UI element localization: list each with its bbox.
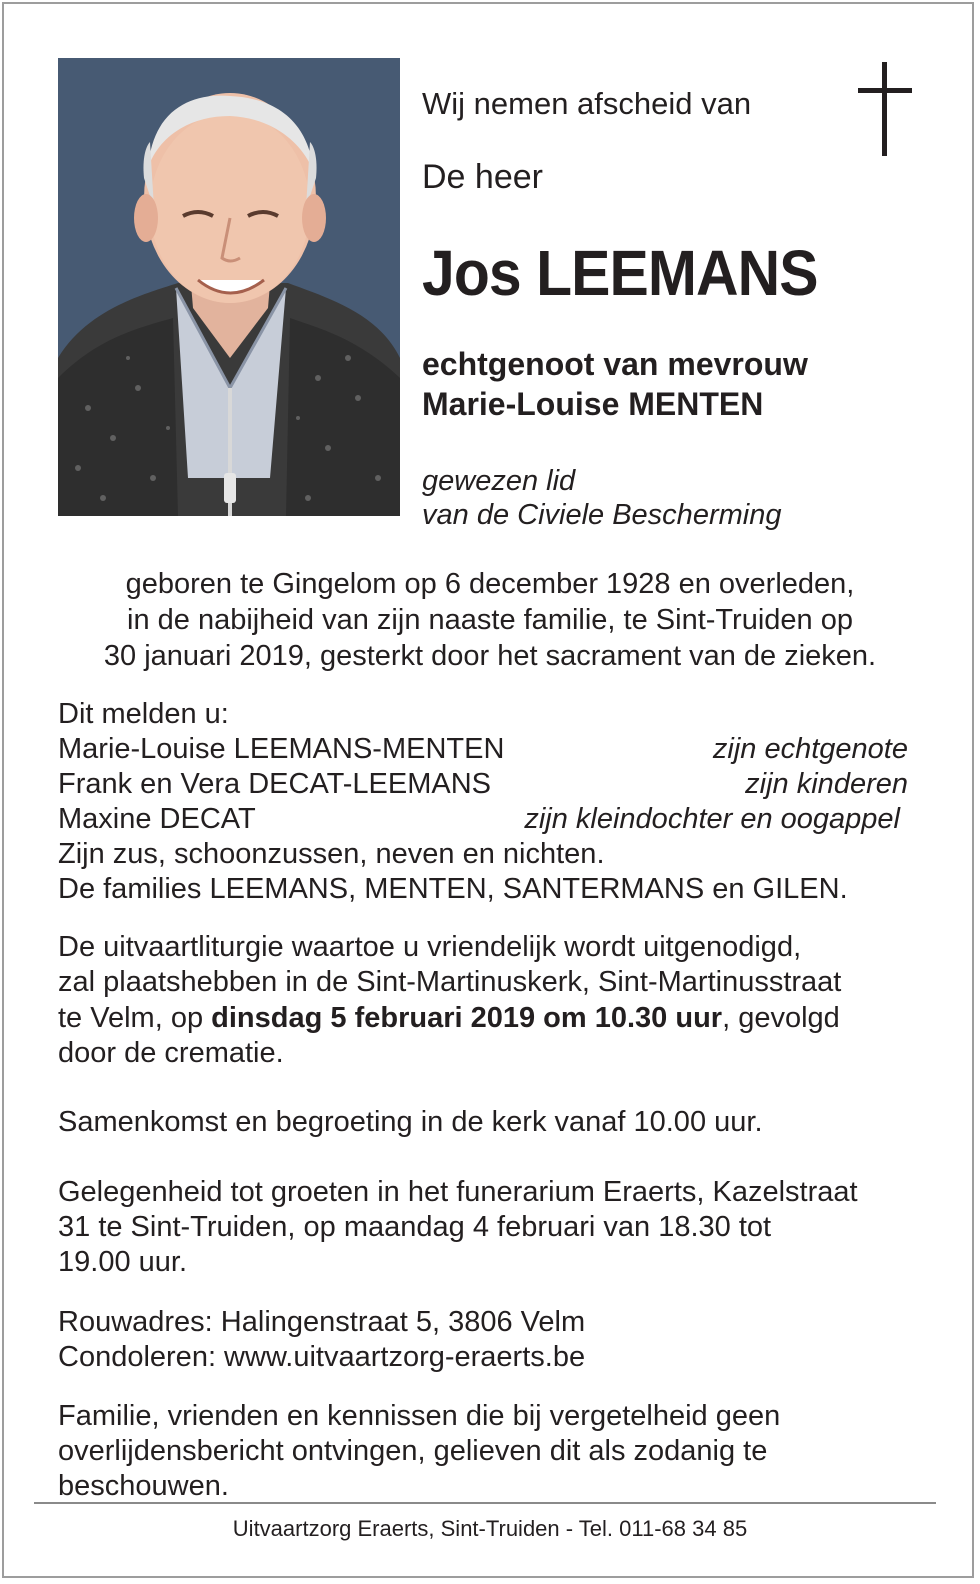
condolences-link: Condoleren: www.uitvaartzorg-eraerts.be xyxy=(58,1341,586,1373)
role-line-1: gewezen lid xyxy=(422,465,576,497)
family-name: Maxine DECAT xyxy=(58,803,256,835)
funeral-line-3 xyxy=(58,1002,840,1035)
family-siblings: Zijn zus, schoonzussen, neven en nichten. xyxy=(58,838,605,870)
closing-line-1: Familie, vrienden en kennissen die bij vergetelheid geen xyxy=(58,1400,781,1432)
cross-icon xyxy=(856,58,914,160)
closing-line-2: overlijdensbericht ontvingen, gelieven dit als zodanig te xyxy=(58,1435,768,1467)
funeral-line-1: De uitvaartliturgie waartoe u vriendelijk wordt uitgenodigd, xyxy=(58,931,802,963)
honorific-title: De heer xyxy=(422,158,543,196)
portrait-photo xyxy=(58,58,400,516)
spouse-line-1: echtgenoot van mevrouw xyxy=(422,346,808,382)
visitation-line-1: Gelegenheid tot groeten in het funerarium Eraerts, Kazelstraat xyxy=(58,1176,858,1208)
family-relation: zijn kinderen xyxy=(745,768,908,800)
role-line-2: van de Civiele Bescherming xyxy=(422,499,782,531)
family-heading: Dit melden u: xyxy=(58,698,229,730)
intro-text: Wij nemen afscheid van xyxy=(422,86,752,121)
family-name: Marie-Louise LEEMANS-MENTEN xyxy=(58,733,505,765)
visitation-line-3: 19.00 uur. xyxy=(58,1246,187,1278)
birth-line-3: 30 januari 2019, gesterkt door het sacrament van de zieken. xyxy=(103,640,877,672)
footer-divider xyxy=(34,1502,936,1504)
deceased-name: Jos LEEMANS xyxy=(422,237,818,309)
funeral-line-4: door de crematie. xyxy=(58,1037,284,1069)
family-relation: zijn echtgenote xyxy=(712,733,908,765)
closing-line-3: beschouwen. xyxy=(58,1470,229,1502)
family-families: De families LEEMANS, MENTEN, SANTERMANS en GILEN. xyxy=(58,873,848,905)
funeral-line-2: zal plaatshebben in de Sint-Martinuskerk, Sint-Martinusstraat xyxy=(58,966,842,998)
funeral-date-time: dinsdag 5 februari 2019 om 10.30 uur xyxy=(211,1002,723,1034)
family-name: Frank en Vera DECAT-LEEMANS xyxy=(58,768,492,800)
birth-line-2: in de nabijheid van zijn naaste familie, te Sint-Truiden op xyxy=(127,604,853,636)
gathering-text: Samenkomst en begroeting in de kerk vanaf 10.00 uur. xyxy=(58,1106,763,1138)
spouse-line-2: Marie-Louise MENTEN xyxy=(422,386,764,422)
funeral-line-3-post: , gevolgd xyxy=(722,1002,840,1034)
family-relation: zijn kleindochter en oogappel xyxy=(524,803,900,835)
visitation-line-2: 31 te Sint-Truiden, op maandag 4 februari van 18.30 tot xyxy=(58,1211,772,1243)
funeral-line-3-pre: te Velm, op xyxy=(58,1002,212,1034)
footer-text: Uitvaartzorg Eraerts, Sint-Truiden - Tel. 011-68 34 85 xyxy=(232,1516,748,1541)
birth-line-1: geboren te Gingelom op 6 december 1928 en overleden, xyxy=(125,568,855,600)
mourning-address: Rouwadres: Halingenstraat 5, 3806 Velm xyxy=(58,1306,586,1338)
